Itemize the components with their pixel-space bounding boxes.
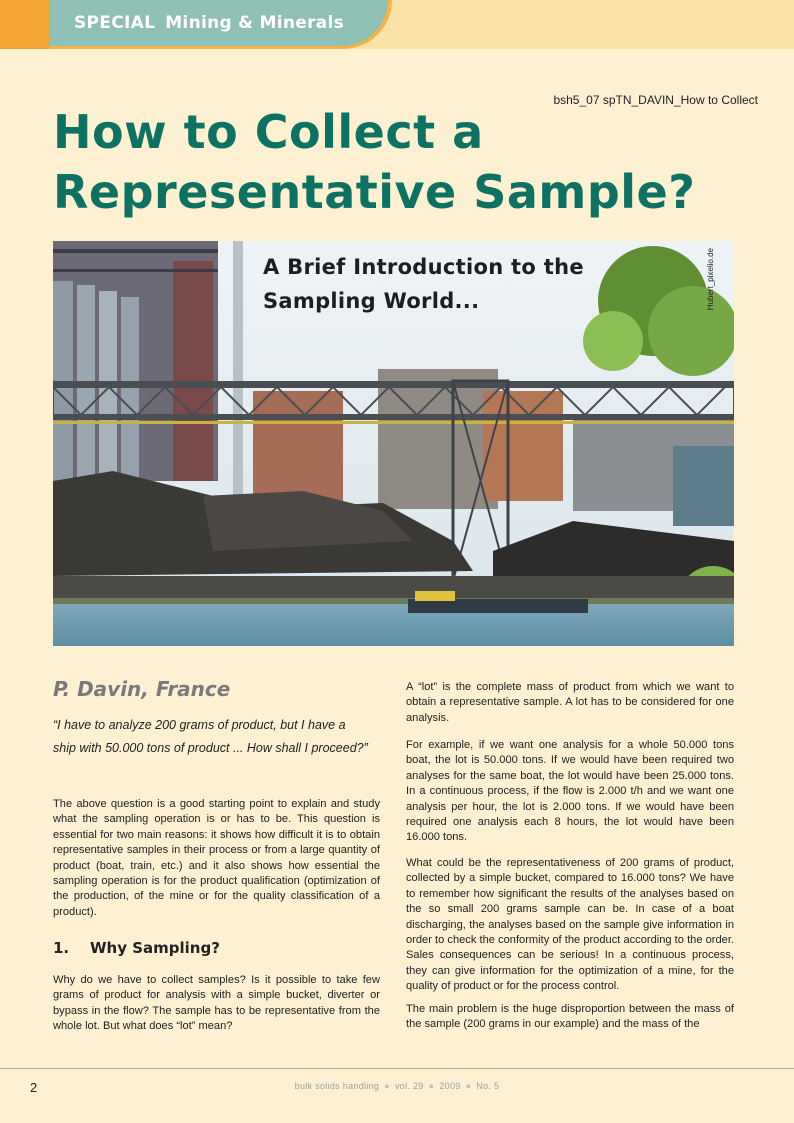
footer-rule <box>0 1068 794 1069</box>
col2-text-1: A “lot” is the complete mass of product from which we want to obtain a representative sample. A lot has to be considered for one analysis. <box>406 681 734 724</box>
col2-paragraph-1 <box>406 680 734 726</box>
subtitle-line-1: A Brief Introduction to the <box>263 255 584 279</box>
section-label: SPECIAL <box>74 13 156 33</box>
col2-paragraph-2 <box>406 738 734 846</box>
photo-credit: Hubert_pixelio.de <box>706 248 715 311</box>
journal-name: bulk solids handling <box>294 1081 380 1091</box>
quote-line-2: ship with 50.000 tons of product ... How shall I proceed?” <box>53 741 368 755</box>
section-tab-accent <box>0 0 50 49</box>
quote-line-1: “I have to analyze 200 grams of product, but I have a <box>53 718 346 732</box>
col2-paragraph-3 <box>406 856 734 995</box>
section-heading <box>53 939 380 957</box>
section-number: 1. <box>53 939 70 957</box>
journal-issue: No. 5 <box>476 1081 500 1091</box>
section-tab <box>50 0 388 46</box>
col2-text-2: For example, if we want one analysis for a whole 50.000 tons boat, the lot is 50.000 tons. If we would have been required two analyses for the same boat, the lot would have been 25.000 tons. In a continuous process, if the flow is 2.000 t/h and we want one analysis per hour, the lot is 2.000 tons. If we would have been required one analysis each 8 hours, the lot would have been 16.000 tons. <box>406 739 734 844</box>
subtitle-line-2: Sampling World... <box>263 289 480 313</box>
file-id: bsh5_07 spTN_DAVIN_How to Collect <box>553 93 758 107</box>
col2-text-3: What could be the representativeness of 200 grams of product, collected by a simple bucket, compared to 16.000 tons? We have to remember how significant the results of the analyses based on the so small 200 grams sample can be. In case of a boat discharging, the analyses based on the sample give information in order to check the conformity of the product according to the order. Sales consequences can be serious! In a continuous process, they can give information for the optimization of a mine, for the quality of product or for the process control. <box>406 857 734 993</box>
section1-text: Why do we have to collect samples? Is it possible to take few grams of product for analysis with a simple bucket, diverter or bypass in the flow? The sample has to be representative from the whole lot. But what does “lot” mean? <box>53 974 380 1033</box>
title-line-1: How to Collect a <box>53 105 484 159</box>
title-line-2: Representative Sample? <box>53 165 696 219</box>
page-number: 2 <box>30 1080 38 1095</box>
intro-paragraph <box>53 797 380 920</box>
col2-paragraph-4 <box>406 1002 734 1033</box>
intro-text: The above question is a good starting point to explain and study what the sampling operation is or has to be. This question is essential for two main reasons: it shows how difficult it is to obtain representative samples in their process or from a large quantity of product (boat, train, etc.) and it also shows how essential the sampling operation is for the product qualification (optimization of the production, of the mine or for the quality classification of a product). <box>53 798 380 918</box>
journal-year: 2009 <box>439 1081 461 1091</box>
article-title <box>53 102 753 222</box>
opening-quote <box>53 714 388 760</box>
section-topic: Mining & Minerals <box>165 13 345 33</box>
section1-paragraph <box>53 973 380 1035</box>
author-byline: P. Davin, France <box>53 677 231 701</box>
article-subtitle <box>263 250 663 318</box>
journal-volume: vol. 29 <box>394 1081 424 1091</box>
section-title: Why Sampling? <box>90 939 220 957</box>
col2-text-4: The main problem is the huge disproportion between the mass of the sample (200 grams in our example) and the mass of the <box>406 1003 734 1031</box>
footer-journal-info: bulk solids handling ● vol. 29 ● 2009 ● No. 5 <box>294 1081 500 1091</box>
